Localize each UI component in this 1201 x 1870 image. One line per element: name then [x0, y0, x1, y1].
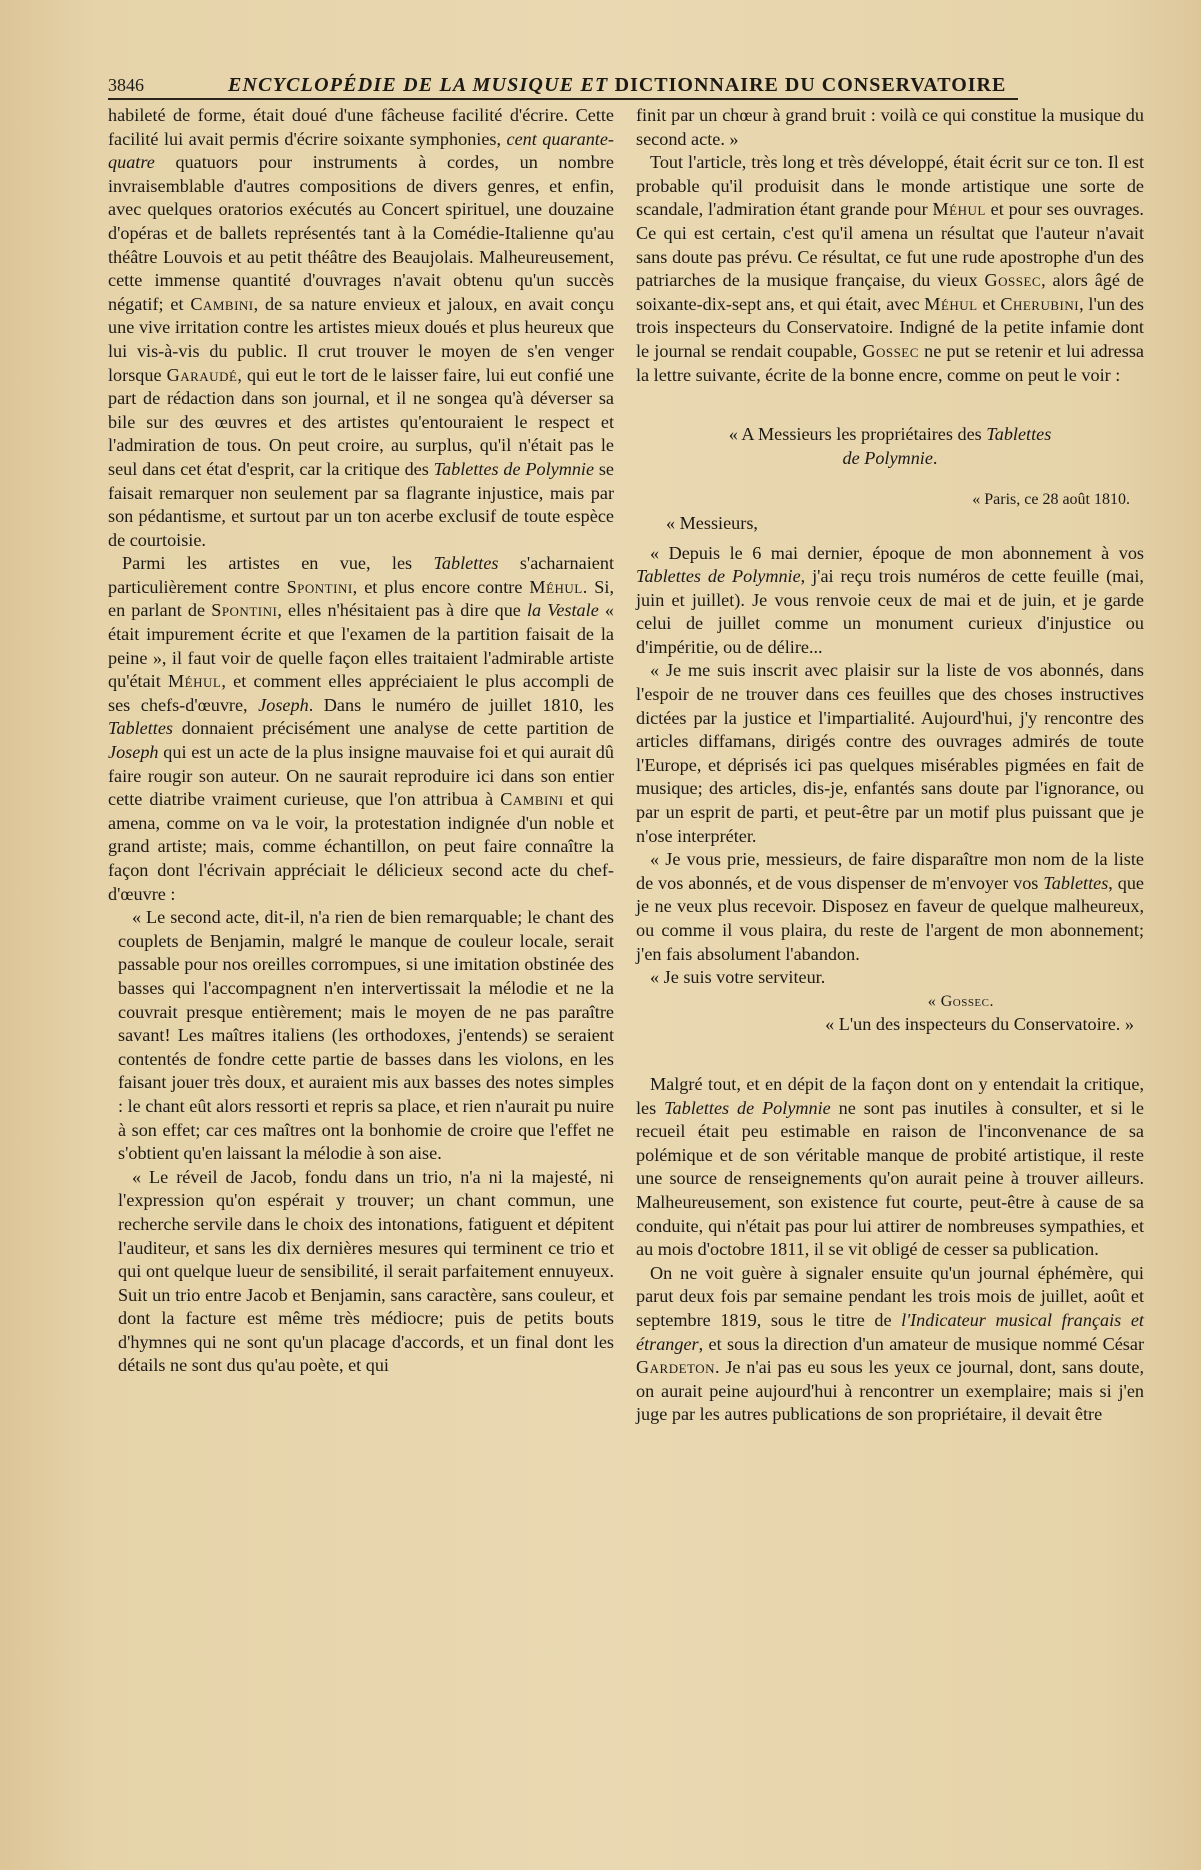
- letter-closing: « Je suis votre serviteur.: [650, 967, 826, 988]
- letter-paragraph: « Je me suis inscrit avec plaisir sur la liste de vos abonnés, dans l'espoir de ne trouver dans ces feuilles que des choses instructives dictées par la justice et l'impartialité. Aujourd'hui, j'y rencontre des articles diffamans, dirigés contre des ouvrages admirés de toute l'Europe, et déprisés ici pas quelques misérables pigmées en fait de musique; des articles, dis-je, enfantés sans doute par l'ignorance, ou par un esprit de parti, et peut-être par un motif plus puissant que je n'ose interpréter.: [636, 660, 1144, 846]
- paragraph: Malgré tout, et en dépit de la façon dont on y entendait la critique, les Tablettes de Polymnie ne sont pas inutiles à consulter, et si le recueil était peu estimable en raison de l'inconvenance de sa polémique et de son véritable manque de probité artistique, il reste une source de renseignements qu'on aurait peine à trouver ailleurs. Malheureusement, son existence fut courte, peut-être à cause de sa conduite, qui n'était pas pour lui attirer de nombreuses sympathies, et au mois d'octobre 1811, il se vit obligé de cesser sa publication.: [636, 1073, 1144, 1260]
- paragraph: Tout l'article, très long et très développé, était écrit sur ce ton. Il est probable qu'il produisit dans le monde artistique une sorte de scandale, l'admiration étant grande pour Méhul et pour ses ouvrages. Ce qui est certain, c'est qu'il amena un résultat que l'auteur n'avait sans doute pas prévu. Ce résultat, ce fut une rude apostrophe d'un des patriarches de la musique française, du vieux Gossec, alors âgé de soixante-dix-sept ans, et qui était, avec Méhul et Cherubini, l'un des trois inspecteurs du Conservatoire. Indigné de la petite infamie dont le journal se rendait coupable, Gossec ne put se retenir et lui adressa la lettre suivante, écrite de la bonne encre, comme on peut le voir :: [636, 152, 1144, 385]
- letter-salutation: « Messieurs,: [666, 512, 758, 533]
- spacer: [636, 470, 1144, 488]
- running-header: [108, 72, 1018, 98]
- letter-paragraph: « Je vous prie, messieurs, de faire disparaître mon nom de la liste de vos abonnés, et de vous dispenser de m'envoyer vos Tablettes, que je ne veux plus recevoir. Disposez en faveur de quelque malheureux, ou comme il vous plaira, du reste de l'argent de mon abonnement; j'en fais absolument l'abandon.: [636, 849, 1144, 964]
- letter-signature-title: « L'un des inspecteurs du Conservatoire. »: [825, 1014, 1134, 1035]
- paragraph: Parmi les artistes en vue, les Tablettes s'acharnaient particulièrement contre Spontini, et plus encore contre Méhul. Si, en parlant de Spontini, elles n'hésitaient pas à dire que la Vestale « était impurement écrite et que l'examen de la partition faisait de la peine », il faut voir de quelle façon elles traitaient l'admirable artiste qu'était Méhul, et comment elles appréciaient le plus accompli de ses chefs-d'œuvre, Joseph. Dans le numéro de juillet 1810, les Tablettes donnaient précisément une analyse de cette partition de Joseph qui est un acte de la plus insigne mauvaise foi et qui aurait dû faire rougir son auteur. On ne saurait reproduire ici dans son entier cette diatribe vraiment curieuse, que l'on attribua à Cambini et qui amena, comme on va le voir, la protestation indignée d'un noble et grand artiste; mais, comme échantillon, on peut faire connaître la façon dont l'écrivain appréciait le délicieux second acte du chef-d'œuvre :: [108, 553, 614, 904]
- letter-address: « A Messieurs les propriétaires des Tablettes de Polymnie.: [728, 424, 1052, 468]
- left-column: [108, 104, 614, 1378]
- page-number: 3846: [108, 75, 144, 95]
- spacer: [636, 1037, 1144, 1073]
- paragraph: finit par un chœur à grand bruit : voilà ce qui constitue la musique du second acte. »: [636, 105, 1144, 149]
- running-title: ENCYCLOPÉDIE DE LA MUSIQUE ET DICTIONNAIRE DU CONSERVATOIRE: [228, 74, 1007, 96]
- quoted-paragraph: « Le réveil de Jacob, fondu dans un trio, n'a ni la majesté, ni l'expression qu'on espérait y trouver; un chant commun, une recherche servile dans le choix des intonations, fatiguent et dépitent l'auditeur, et sans les dix dernières mesures qui terminent ce trio et qui ont quelque lueur de sensibilité, il serait parfaitement ennuyeux. Suit un trio entre Jacob et Benjamin, sans caractère, sans couleur, et dont la facture est même très médiocre; puis de petits bouts d'hymnes qui ne sont qu'un placage d'accords, et un final dont les détails ne sont dus qu'au poète, et qui: [118, 1166, 614, 1376]
- letter-dateline: « Paris, ce 28 août 1810.: [972, 491, 1130, 509]
- quoted-paragraph: « Le second acte, dit-il, n'a rien de bien remarquable; le chant des couplets de Benjamin, malgré le manque de couleur locale, serait passable pour nos oreilles corrompues, si une imitation obstinée des basses qui l'accompagnent n'en intervertissait la mélodie et ne la couvrait presque entièrement; mais le moyen de ne pas paraître savant! Les maîtres italiens (les orthodoxes, j'entends) se seraient contentés de fondre cette partie de basses dans les violons, en les faisant jouer très doux, et auraient mis aux basses des notes simples : le chant eût alors ressorti et repris sa place, et rien n'aurait pu nuire à son effet; car ces maîtres ont la bonhomie de croire que l'effet ne s'obtient qu'en laissant la mélodie à son aise.: [118, 907, 614, 1164]
- paragraph: habileté de forme, était doué d'une fâcheuse facilité d'écrire. Cette facilité lui avait permis d'écrire soixante symphonies, cent quarante-quatre quatuors pour instruments à cordes, un nombre invraisemblable d'autres compositions de divers genres, et enfin, avec quelques oratorios exécutés au Concert spirituel, une douzaine d'opéras et de ballets représentés tant à la Comédie-Italienne qu'au théâtre Louvois et au petit théâtre des Beaujolais. Malheureusement, cette immense quantité d'ouvrages n'avait obtenu qu'un succès négatif; et Cambini, de sa nature envieux et jaloux, en avait conçu une vive irritation contre les artistes mieux doués et plus heureux que lui vis-à-vis du public. Il crut trouver le moyen de s'en venger lorsque Garaudé, qui eut le tort de le laisser faire, lui eut confié une part de rédaction dans son journal, et il ne songea qu'à déverser sa bile sur des œuvres et des artistes qu'entouraient le respect et l'admiration de tous. On peut croire, au surplus, qu'il n'était pas le seul dans cet état d'esprit, car la critique des Tablettes de Polymnie se faisait remarquer non seulement par sa flagrante injustice, mais par son pédantisme, et surtout par un ton acerbe exclusif de toute espèce de courtoisie.: [108, 105, 615, 550]
- spacer: [636, 387, 1144, 423]
- right-column: [636, 104, 1144, 1427]
- letter-paragraph: « Depuis le 6 mai dernier, époque de mon abonnement à vos Tablettes de Polymnie, j'ai reçu trois numéros de cette feuille (mai, juin et juillet). Je vous renvoie ceux de mai et de juin, et je garde celui de juillet comme un monument curieux d'injustice ou d'impéritie, ou de délire...: [636, 542, 1144, 657]
- paragraph: On ne voit guère à signaler ensuite qu'un journal éphémère, qui parut deux fois par semaine pendant les trois mois de juillet, août et septembre 1819, sous le titre de l'Indicateur musical français et étranger, et sous la direction d'un amateur de musique nommé César Gardeton. Je n'ai pas eu sous les yeux ce journal, dont, sans doute, on aurait peine aujourd'hui à rencontrer un exemplaire; mais si j'en juge par les autres publications de son propriétaire, il devait être: [636, 1262, 1144, 1425]
- header-rule: [108, 98, 1018, 100]
- letter-signature: « Gossec.: [927, 992, 994, 1010]
